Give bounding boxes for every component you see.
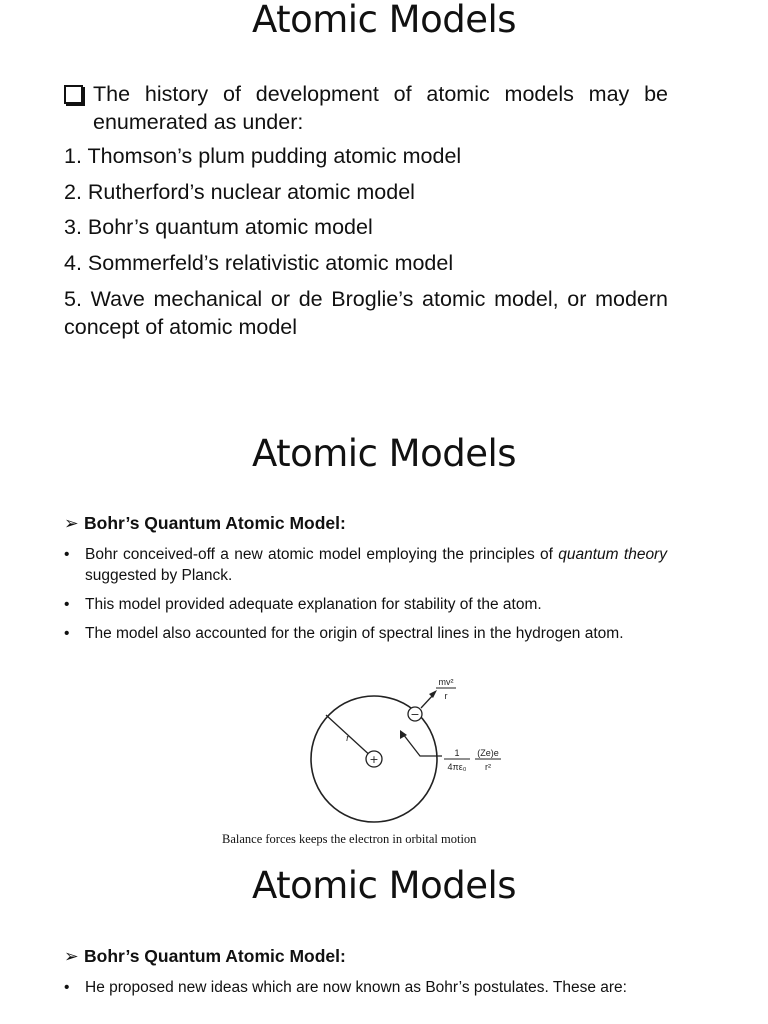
intro-text: The history of development of atomic models may be enumerated as under: (93, 82, 668, 134)
slide3-bullet-1 (64, 977, 667, 998)
slide2-bullet-2 (64, 594, 667, 615)
coulomb-numerator-1: 1 (454, 748, 460, 758)
slide3-title: Atomic Models (251, 864, 517, 907)
slide2-heading (64, 513, 346, 534)
coulomb-denominator-2: r² (485, 762, 491, 772)
coulomb-denominator-1: 4πε₀ (447, 762, 467, 772)
arrow-bullet-icon: ➢ (64, 946, 79, 966)
slide2-heading-text: Bohr’s Quantum Atomic Model: (84, 513, 346, 533)
model-item-3: 3. Bohr’s quantum atomic model (64, 215, 373, 239)
slide2-title: Atomic Models (251, 432, 517, 475)
model-item-4: 4. Sommerfeld’s relativistic atomic model (64, 251, 454, 275)
electron-symbol: − (410, 708, 420, 721)
model-item-2: 2. Rutherford’s nuclear atomic model (64, 180, 415, 204)
centripetal-numerator: mv² (438, 677, 454, 687)
bohr-atom-diagram (222, 672, 520, 850)
model-item-1: 1. Thomson’s plum pudding atomic model (64, 144, 462, 168)
slide3-heading (64, 946, 346, 967)
slide2-bullet-3 (64, 623, 667, 644)
intro-paragraph (64, 80, 668, 136)
radius-label: r (346, 733, 350, 744)
bullet-dot-icon: • (64, 546, 70, 563)
bullet-dot-icon: • (64, 596, 70, 613)
bullet-text: Bohr conceived-off a new atomic model employing the principles of quantum theory suggested by Planck. (85, 546, 667, 584)
slide3-heading-text: Bohr’s Quantum Atomic Model: (84, 946, 346, 966)
bullet-dot-icon: • (64, 625, 70, 642)
arrow-bullet-icon: ➢ (64, 513, 79, 533)
model-item-5: 5. Wave mechanical or de Broglie’s atomic model, or modern concept of atomic model (64, 287, 668, 339)
centripetal-denominator: r (444, 691, 448, 701)
bullet-text: He proposed new ideas which are now known as Bohr’s postulates. These are: (85, 979, 627, 996)
bullet-text: This model provided adequate explanation for stability of the atom. (85, 596, 542, 613)
slide2-bullet-1 (64, 544, 667, 586)
bullet-text: The model also accounted for the origin of spectral lines in the hydrogen atom. (85, 625, 624, 642)
bullet-dot-icon: • (64, 979, 70, 996)
figure-caption: Balance forces keeps the electron in orbital motion (222, 832, 477, 846)
slide1-title: Atomic Models (251, 0, 517, 41)
coulomb-numerator-2: (Ze)e (477, 748, 499, 758)
nucleus-symbol: + (369, 753, 379, 766)
checkbox-bullet-icon (64, 85, 83, 104)
